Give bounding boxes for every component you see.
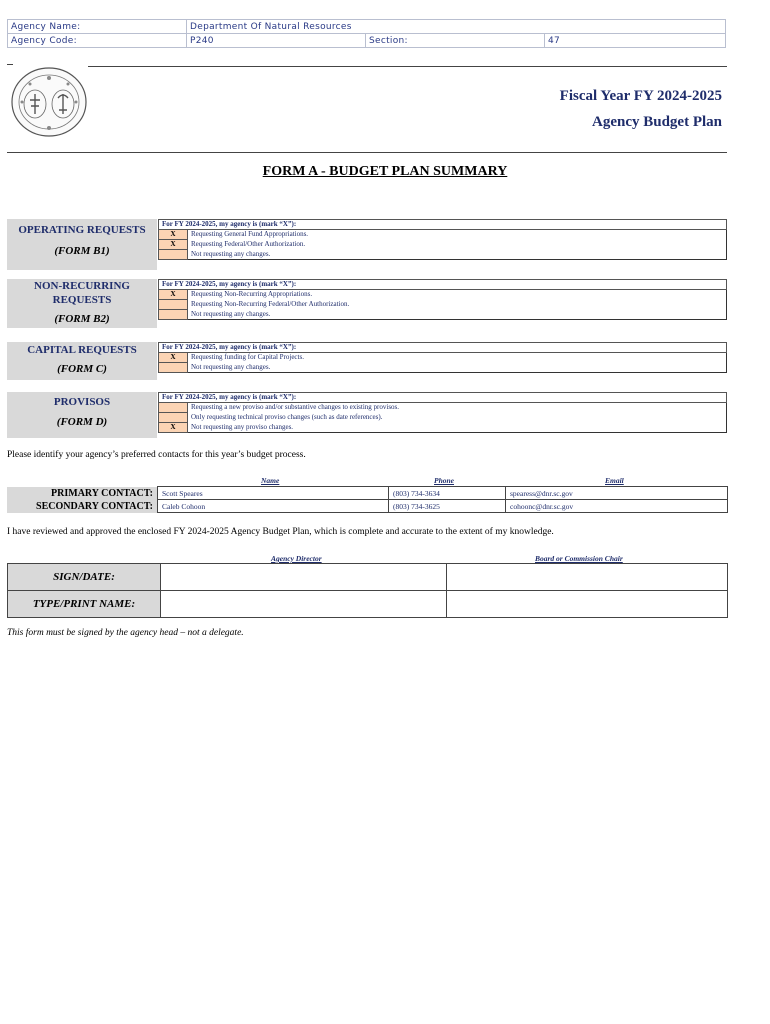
option-text: Not requesting any changes. (188, 250, 727, 260)
contacts-table (7, 486, 728, 513)
board-chair-header: Board or Commission Chair (535, 554, 623, 563)
option-text: Not requesting any changes. (188, 363, 727, 373)
agency-code-label: Agency Code: (8, 34, 187, 48)
option-text: Not requesting any changes. (188, 310, 727, 320)
provisos-label (7, 392, 157, 438)
checkbox-no-changes[interactable] (159, 363, 188, 373)
secondary-contact-email[interactable]: cohoonc@dnr.sc.gov (506, 500, 728, 513)
section-label: Section: (366, 34, 545, 48)
checkbox-no-proviso-changes[interactable]: X (159, 423, 188, 433)
mid-rule (7, 152, 727, 153)
provisos-form: (FORM D) (56, 416, 108, 428)
option-text: Requesting Federal/Other Authorization. (188, 240, 727, 250)
sign-date-label: SIGN/DATE: (8, 564, 161, 591)
non-recurring-requests-form: (FORM B2) (54, 313, 110, 325)
non-recurring-requests-options (158, 279, 727, 320)
chair-print-name-field[interactable] (447, 591, 728, 618)
capital-requests-label (7, 342, 157, 380)
secondary-contact-name[interactable]: Caleb Cohoon (158, 500, 389, 513)
top-rule (88, 66, 727, 67)
checkbox-federal-other[interactable]: X (159, 240, 188, 250)
approval-statement: I have reviewed and approved the enclosed FY 2024-2025 Agency Budget Plan, which is complete and accurate to the extent of my knowledge. (7, 527, 554, 537)
director-print-name-field[interactable] (161, 591, 447, 618)
option-text: Requesting Non-Recurring Federal/Other Authorization. (188, 300, 727, 310)
agency-budget-plan-title: Agency Budget Plan (591, 114, 722, 130)
non-recurring-requests-label (7, 279, 157, 328)
agency-info-table (7, 19, 726, 48)
primary-contact-email[interactable]: spearess@dnr.sc.gov (506, 487, 728, 500)
agency-name-label: Agency Name: (8, 20, 187, 34)
contacts-intro: Please identify your agency’s preferred contacts for this year’s budget process. (7, 450, 306, 460)
contacts-phone-header: Phone (434, 476, 455, 485)
top-rule-left (7, 64, 13, 65)
table-row (8, 591, 728, 618)
chair-sign-date-field[interactable] (447, 564, 728, 591)
table-row (8, 564, 728, 591)
checkbox-no-changes[interactable] (159, 310, 188, 320)
checkbox-non-recurring-federal[interactable] (159, 300, 188, 310)
agency-director-header: Agency Director (271, 554, 322, 563)
checkbox-non-recurring-appropriations[interactable]: X (159, 290, 188, 300)
table-row (7, 500, 728, 513)
checkbox-general-fund[interactable]: X (159, 230, 188, 240)
signature-table (7, 563, 728, 618)
option-text: Requesting Non-Recurring Appropriations. (188, 290, 727, 300)
form-title: FORM A - BUDGET PLAN SUMMARY (262, 164, 508, 179)
operating-requests-label (7, 219, 157, 270)
checkbox-no-changes[interactable] (159, 250, 188, 260)
checkbox-capital-projects[interactable]: X (159, 353, 188, 363)
checkbox-technical-proviso[interactable] (159, 413, 188, 423)
checkbox-new-proviso[interactable] (159, 403, 188, 413)
capital-requests-title: CAPITAL REQUESTS (27, 344, 137, 356)
table-row (7, 487, 728, 500)
agency-code-value: P240 (187, 34, 366, 48)
director-sign-date-field[interactable] (161, 564, 447, 591)
option-text: Only requesting technical proviso changes (such as date references). (188, 413, 727, 423)
operating-requests-options (158, 219, 727, 260)
contacts-email-header: Email (605, 476, 624, 485)
state-seal-icon (10, 66, 88, 138)
operating-requests-form: (FORM B1) (54, 245, 110, 257)
option-text: Not requesting any proviso changes. (188, 423, 727, 433)
option-text: Requesting a new proviso and/or substantive changes to existing provisos. (188, 403, 727, 413)
option-text: Requesting General Fund Appropriations. (188, 230, 727, 240)
options-header: For FY 2024-2025, my agency is (mark “X”): (159, 343, 727, 353)
non-recurring-requests-title: NON-RECURRING REQUESTS (34, 280, 130, 306)
secondary-contact-phone[interactable]: (803) 734-3625 (389, 500, 506, 513)
secondary-contact-label: SECONDARY CONTACT: (7, 500, 158, 513)
primary-contact-name[interactable]: Scott Speares (158, 487, 389, 500)
contacts-name-header: Name (261, 476, 280, 485)
operating-requests-title: OPERATING REQUESTS (18, 224, 146, 236)
options-header: For FY 2024-2025, my agency is (mark “X”): (159, 393, 727, 403)
footer-note: This form must be signed by the agency head – not a delegate. (7, 628, 244, 638)
provisos-options (158, 392, 727, 433)
option-text: Requesting funding for Capital Projects. (188, 353, 727, 363)
provisos-title: PROVISOS (53, 396, 111, 408)
fiscal-year-title: Fiscal Year FY 2024-2025 (559, 88, 722, 104)
options-header: For FY 2024-2025, my agency is (mark “X”): (159, 280, 727, 290)
section-value: 47 (545, 34, 726, 48)
options-header: For FY 2024-2025, my agency is (mark “X”): (159, 220, 727, 230)
capital-requests-options (158, 342, 727, 373)
capital-requests-form: (FORM C) (57, 363, 107, 375)
agency-name-value: Department Of Natural Resources (187, 20, 726, 34)
primary-contact-label: PRIMARY CONTACT: (7, 487, 158, 500)
type-print-name-label: TYPE/PRINT NAME: (8, 591, 161, 618)
primary-contact-phone[interactable]: (803) 734-3634 (389, 487, 506, 500)
